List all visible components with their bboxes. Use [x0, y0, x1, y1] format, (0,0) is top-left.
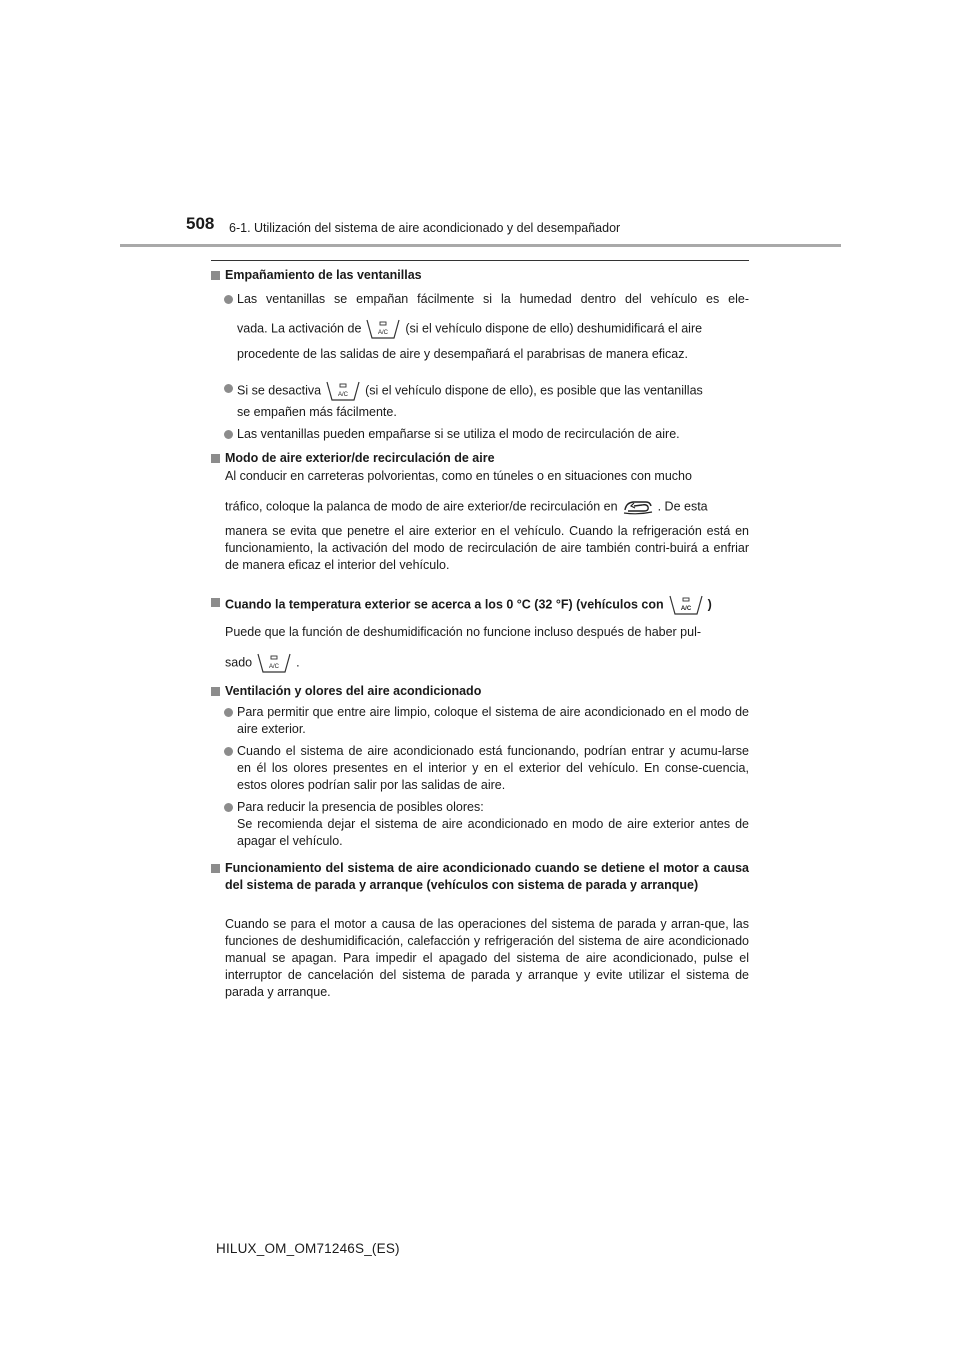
- air-mode-text-rest: manera se evita que penetre el aire exterior en el vehículo. Cuando la refrigeración está en funcionamiento, la activación del modo de recirculación de aire también contri-buirá a enfriar de manera eficaz el interior del vehículo.: [225, 524, 749, 572]
- bullet-ac-off-line1: Si se desactiva (si el vehículo dispone de ello), es posible que las ventanillas: [211, 380, 749, 402]
- bullet-reduce-odors: Para reducir la presencia de posibles olores: Se recomienda dejar el sistema de aire acondicionado en modo de aire exterior antes de apagar el vehículo.: [211, 799, 749, 850]
- document-code: HILUX_OM_OM71246S_(ES): [216, 1241, 400, 1256]
- page-number: 508: [186, 214, 215, 233]
- stop-start-text: Cuando se para el motor a causa de las operaciones del sistema de parada y arran-que, las funciones de deshumidificación, calefacción y refrigeración del sistema de aire acondicionado manual se apagan. Para impedir el apagado del sistema de aire acondicionado, pulse el interruptor de cancelación del sistema de parada y arranque y evite utilizar el sistema de parada y arranque.: [225, 917, 749, 999]
- gray-square-icon: [211, 687, 220, 696]
- section-title-fogging: [211, 267, 749, 284]
- bullet-fogging-humidity-line2: vada. La activación de (si el vehículo dispone de ello) deshumidificará el aire: [211, 318, 749, 340]
- ac-button-icon: [365, 318, 401, 340]
- bullet-odors-accumulate: Cuando el sistema de aire acondicionado está funcionando, podrían entrar y acumu-larse en él los olores presentes en el interior y en el exterior del vehículo. En conse-cuencia, estos olores podrían salir por las salidas de aire.: [211, 743, 749, 794]
- gray-square-icon: [211, 454, 220, 463]
- section-title-air-mode: Modo de aire exterior/de recirculación de aire: [211, 450, 749, 467]
- bullet-fresh-air: Para permitir que entre aire limpio, coloque el sistema de aire acondicionado en el modo de aire exterior.: [211, 704, 749, 738]
- gray-circle-icon: [224, 803, 233, 812]
- gray-circle-icon: [224, 430, 233, 439]
- chapter-title: 6-1. Utilización del sistema de aire acondicionado y del desempañador: [229, 221, 621, 235]
- section-title-ventilation-odors: Ventilación y olores del aire acondicionado: [211, 683, 749, 700]
- ac-button-icon: [256, 652, 292, 674]
- section-title-low-temperature: Cuando la temperatura exterior se acerca a los 0 °C (32 °F) (vehículos con ): [211, 594, 749, 616]
- bullet-recirculation-fog: Las ventanillas pueden empañarse si se utiliza el modo de recirculación de aire.: [211, 426, 749, 443]
- section-title-text: Empañamiento de las ventanillas: [225, 268, 422, 282]
- bullet-fogging-humidity-line3: procedente de las salidas de aire y desempañará el parabrisas de manera eficaz.: [237, 347, 688, 361]
- recirculation-mode-icon: [622, 498, 654, 516]
- gray-circle-icon: [224, 708, 233, 717]
- low-temperature-text-line2: sado .: [211, 652, 749, 674]
- section-title-stop-start: Funcionamiento del sistema de aire acondicionado cuando se detiene el motor a causa del sistema de parada y arranque (vehículos con sistema de parada y arranque): [211, 860, 749, 894]
- content-top-divider: [211, 260, 749, 261]
- gray-square-icon: [211, 864, 220, 873]
- air-mode-text-line2: tráfico, coloque la palanca de modo de aire exterior/de recirculación en . De esta: [211, 498, 749, 516]
- gray-square-icon: [211, 271, 220, 280]
- gray-circle-icon: [224, 295, 233, 304]
- gray-circle-icon: [224, 384, 233, 393]
- ac-button-icon: [668, 594, 704, 616]
- low-temperature-text-line1: Puede que la función de deshumidificación no funcione incluso después de haber pul-: [225, 625, 702, 639]
- gray-circle-icon: [224, 747, 233, 756]
- header-divider: [120, 244, 841, 247]
- bullet-fogging-humidity-line1: Las ventanillas se empañan fácilmente si la humedad dentro del vehículo es ele-: [211, 291, 749, 308]
- gray-square-icon: [211, 598, 220, 607]
- air-mode-text-line1: Al conducir en carreteras polvorientas, como en túneles o en situaciones con mucho: [225, 469, 692, 483]
- bullet-ac-off-line2: se empañen más fácilmente.: [237, 405, 397, 419]
- ac-button-icon: [325, 380, 361, 402]
